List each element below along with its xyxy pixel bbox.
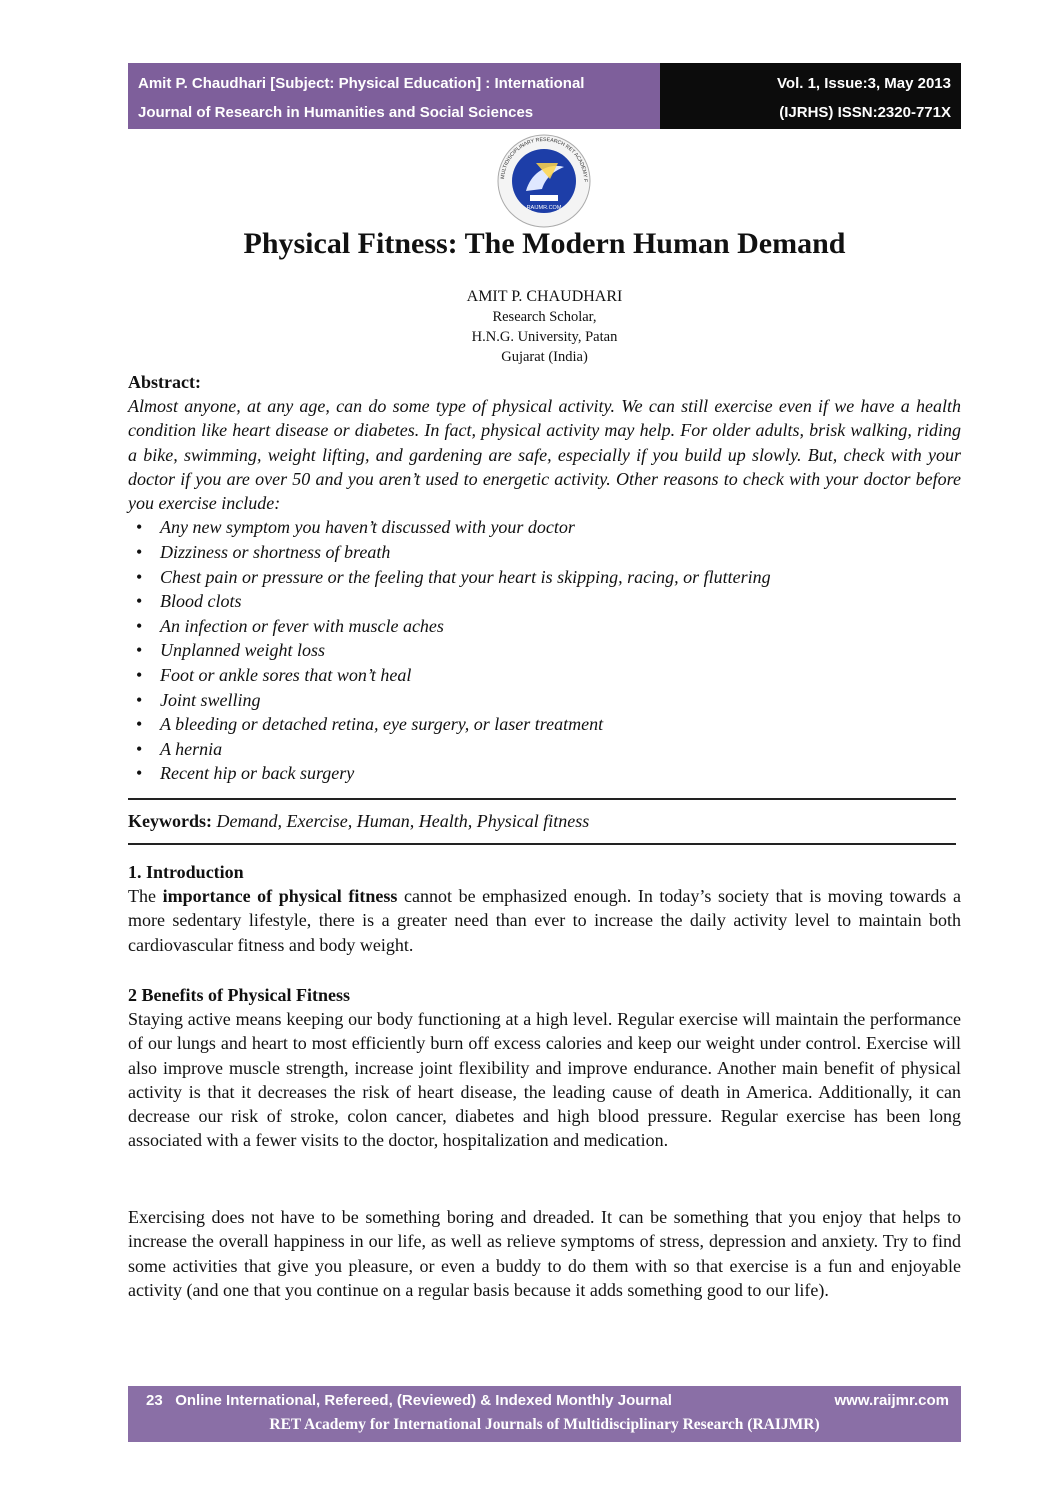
- benefits-paragraph-1: Staying active means keeping our body functioning at a high level. Regular exercise will maintain the performance of our lungs and heart to most efficiently burn off excess calories and keep our weight under control. Exercise will also improve muscle strength, increase joint flexibility and improve endurance. Another main benefit of physical activity is that it decreases the risk of heart disease, the leading cause of death in America. Additionally, it can decrease our risk of stroke, colon cancer, diabetes and high blood pressure. Regular exercise has been long associated with a fewer visits to the doctor, hospitalization and medication.: [128, 1009, 961, 1151]
- list-item: • Blood clots: [128, 589, 961, 614]
- header-issn: (IJRHS) ISSN:2320-771X: [779, 104, 951, 121]
- abstract-text: Almost anyone, at any age, can do some type of physical activity. We can still exercise even if we have a health condition like heart disease or diabetes. In fact, physical activity may help. For older adults, brisk walking, riding a bike, swimming, weight lifting, and gardening are safe, especially if you build up slowly. But, check with your doctor if you are over 50 and you aren’t used to energetic activity. Other reasons to check with your doctor before you exercise include:: [128, 396, 961, 514]
- header-citation-line2: Journal of Research in Humanities and Social Sciences: [138, 104, 534, 121]
- emphasis: importance of physical fitness: [162, 886, 398, 906]
- list-item: • Dizziness or shortness of breath: [128, 540, 961, 565]
- benefits-section: [128, 983, 961, 1153]
- abstract-list: [128, 515, 961, 786]
- header-volume-issue: Vol. 1, Issue:3, May 2013: [777, 75, 951, 92]
- list-item: • Recent hip or back surgery: [128, 761, 961, 786]
- author-affiliation-line: H.N.G. University, Patan: [471, 329, 618, 345]
- list-item: • A bleeding or detached retina, eye surgery, or laser treatment: [128, 712, 961, 737]
- list-item: • Unplanned weight loss: [128, 638, 961, 663]
- section-heading: 2 Benefits of Physical Fitness: [128, 985, 350, 1005]
- author-name: AMIT P. CHAUDHARI: [466, 288, 623, 305]
- logo-ring-text: MULTIDISCIPLINARY RESEARCH RET ACADEMY F: [500, 136, 589, 183]
- raijmr-logo: [492, 133, 596, 229]
- keywords-label: Keywords:: [128, 811, 212, 831]
- benefits-section-continued: [128, 1205, 961, 1302]
- benefits-paragraph-2: Exercising does not have to be something boring and dreaded. It can be something that you enjoy that helps to increase the overall happiness in our life, as well as relieve symptoms of stress, depression and anxiety. Try to find some activities that give you pleasure, or even a buddy to do them with so that exercise is a fun and enjoyable activity (and one that you continue on a regular basis because it adds something good to our life).: [128, 1207, 961, 1300]
- page-number: 23: [146, 1392, 163, 1409]
- abstract-heading: Abstract:: [128, 372, 201, 392]
- footer-journal-line: [146, 1392, 672, 1409]
- journal-header: [128, 63, 961, 129]
- author-affiliation-line: Gujarat (India): [501, 349, 588, 365]
- footer-publisher: RET Academy for International Journals of Multidisciplinary Research (RAIJMR): [269, 1416, 820, 1433]
- keywords-value: Demand, Exercise, Human, Health, Physical fitness: [216, 811, 590, 831]
- keywords: [128, 811, 589, 832]
- author-affiliation-line: Research Scholar,: [492, 309, 597, 325]
- list-item: • An infection or fever with muscle aches: [128, 614, 961, 639]
- list-item: • Any new symptom you haven’t discussed with your doctor: [128, 515, 961, 540]
- footer-url: www.raijmr.com: [834, 1392, 949, 1409]
- abstract-section: [128, 370, 961, 786]
- list-item: • Chest pain or pressure or the feeling that your heart is skipping, racing, or fluttering: [128, 565, 961, 590]
- header-citation: [128, 63, 660, 129]
- header-citation-line1: Amit P. Chaudhari [Subject: Physical Education] : International: [138, 75, 585, 92]
- logo-text: RAIJMR.COM: [526, 205, 562, 211]
- introduction-paragraph: The importance of physical fitness cannot be emphasized enough. In today’s society that is moving towards a more sedentary lifestyle, there is a greater need than ever to increase the daily activity level to maintain both cardiovascular fitness and body weight.: [128, 886, 961, 955]
- paper-title: Physical Fitness: The Modern Human Demand: [243, 227, 846, 260]
- introduction-section: [128, 860, 961, 957]
- divider: [128, 843, 956, 845]
- list-item: • Joint swelling: [128, 688, 961, 713]
- page-footer: [128, 1386, 961, 1442]
- header-issue-info: [660, 63, 961, 129]
- list-item: • A hernia: [128, 737, 961, 762]
- author-block: [128, 287, 961, 367]
- footer-journal: Online International, Refereed, (Reviewed) & Indexed Monthly Journal: [175, 1392, 672, 1409]
- list-item: • Foot or ankle sores that won’t heal: [128, 663, 961, 688]
- section-heading: 1. Introduction: [128, 862, 244, 882]
- divider: [128, 798, 956, 800]
